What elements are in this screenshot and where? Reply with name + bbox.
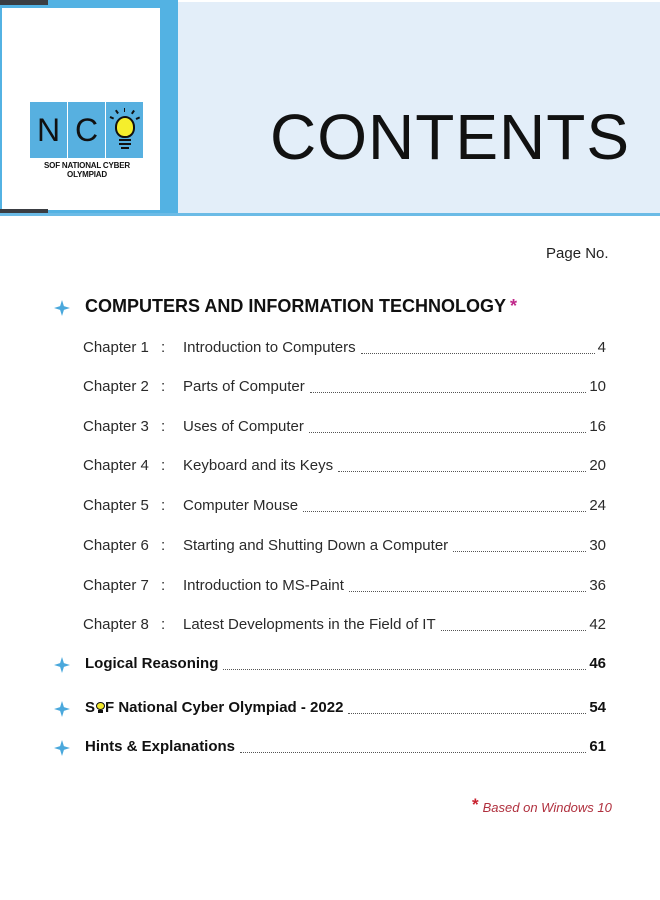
page-header: [0, 0, 660, 216]
chapter-label: Chapter 2: [83, 378, 149, 395]
footnote: [472, 797, 612, 817]
chapter-label: Chapter 8: [83, 616, 149, 633]
chapter-title: Computer Mouse: [183, 497, 299, 514]
four-point-star-icon: [54, 657, 70, 673]
entry-title: Hints & Explanations: [85, 738, 236, 755]
page-number-column-label: Page No.: [546, 245, 609, 262]
toc-entry-chapter-6[interactable]: [83, 537, 606, 557]
chapter-title: Starting and Shutting Down a Computer: [183, 537, 449, 554]
page-number: 24: [589, 497, 606, 514]
dot-leader: [348, 713, 586, 714]
chapter-label: Chapter 6: [83, 537, 149, 554]
header-divider: [0, 213, 660, 216]
page-number: 20: [589, 457, 606, 474]
toc-entry-chapter-2[interactable]: [83, 378, 606, 398]
dot-leader: [453, 551, 586, 552]
logo-bulb-box: [106, 102, 143, 158]
toc-entry-sof-olympiad-2022[interactable]: [85, 699, 606, 719]
chapter-colon: :: [161, 378, 166, 395]
dot-leader: [240, 752, 586, 753]
chapter-title: Introduction to Computers: [183, 339, 356, 356]
nco-logo: [30, 102, 144, 179]
four-point-star-icon: [54, 740, 70, 756]
toc-entry-chapter-4[interactable]: [83, 457, 606, 477]
toc-entry-logical-reasoning[interactable]: [85, 655, 606, 675]
entry-title-suffix: F National Cyber Olympiad - 2022: [105, 699, 344, 716]
toc-entry-chapter-5[interactable]: [83, 497, 606, 517]
dot-leader: [303, 511, 586, 512]
page-title: CONTENTS: [270, 101, 630, 173]
chapter-colon: :: [161, 577, 166, 594]
dot-leader: [338, 471, 586, 472]
chapter-colon: :: [161, 616, 166, 633]
page-number: 30: [589, 537, 606, 554]
toc-entry-chapter-7[interactable]: [83, 577, 606, 597]
section-heading: [85, 296, 517, 317]
dot-leader: [309, 432, 586, 433]
page-number: 16: [589, 418, 606, 435]
chapter-colon: :: [161, 339, 166, 356]
entry-title-prefix: S: [85, 699, 96, 716]
header-dark-bar-top: [0, 0, 48, 5]
toc-entry-chapter-3[interactable]: [83, 418, 606, 438]
section-asterisk: *: [510, 296, 518, 316]
chapter-label: Chapter 5: [83, 497, 149, 514]
chapter-colon: :: [161, 537, 166, 554]
section-heading-text: COMPUTERS AND INFORMATION TECHNOLOGY: [85, 296, 506, 316]
page-number: 42: [589, 616, 606, 633]
footnote-text: Based on Windows 10: [482, 800, 612, 815]
chapter-title: Keyboard and its Keys: [183, 457, 334, 474]
lightbulb-icon: [96, 702, 105, 713]
chapter-title: Uses of Computer: [183, 418, 304, 435]
page-number: 10: [589, 378, 606, 395]
page-number: 46: [589, 655, 606, 672]
logo-letter-c: C: [68, 102, 105, 158]
chapter-label: Chapter 1: [83, 339, 149, 356]
toc-entry-hints-explanations[interactable]: [85, 738, 606, 758]
lightbulb-icon: [114, 110, 136, 150]
logo-caption-line2: OLYMPIAD: [67, 170, 107, 179]
dot-leader: [361, 353, 595, 354]
dot-leader: [310, 392, 587, 393]
logo-letter-n: N: [30, 102, 67, 158]
chapter-title: Latest Developments in the Field of IT: [183, 616, 436, 633]
four-point-star-icon: [54, 701, 70, 717]
chapter-title: Parts of Computer: [183, 378, 305, 395]
four-point-star-icon: [54, 300, 70, 316]
page-number: 54: [589, 699, 606, 716]
footnote-asterisk: *: [472, 795, 479, 814]
toc-entry-chapter-8[interactable]: [83, 616, 606, 636]
chapter-label: Chapter 4: [83, 457, 149, 474]
logo-boxes: [30, 102, 144, 158]
chapter-colon: :: [161, 497, 166, 514]
page-number: 61: [589, 738, 606, 755]
entry-title: Logical Reasoning: [85, 655, 219, 672]
page-number: 36: [589, 577, 606, 594]
dot-leader: [223, 669, 586, 670]
chapter-title: Introduction to MS-Paint: [183, 577, 344, 594]
page-number: 4: [597, 339, 606, 356]
entry-title: [85, 699, 343, 716]
logo-caption-line1: SOF NATIONAL CYBER: [44, 161, 130, 170]
chapter-label: Chapter 7: [83, 577, 149, 594]
chapter-label: Chapter 3: [83, 418, 149, 435]
chapter-colon: :: [161, 457, 166, 474]
logo-caption: [30, 161, 144, 179]
chapter-colon: :: [161, 418, 166, 435]
toc-entry-chapter-1[interactable]: [83, 339, 606, 359]
dot-leader: [441, 630, 587, 631]
dot-leader: [349, 591, 586, 592]
